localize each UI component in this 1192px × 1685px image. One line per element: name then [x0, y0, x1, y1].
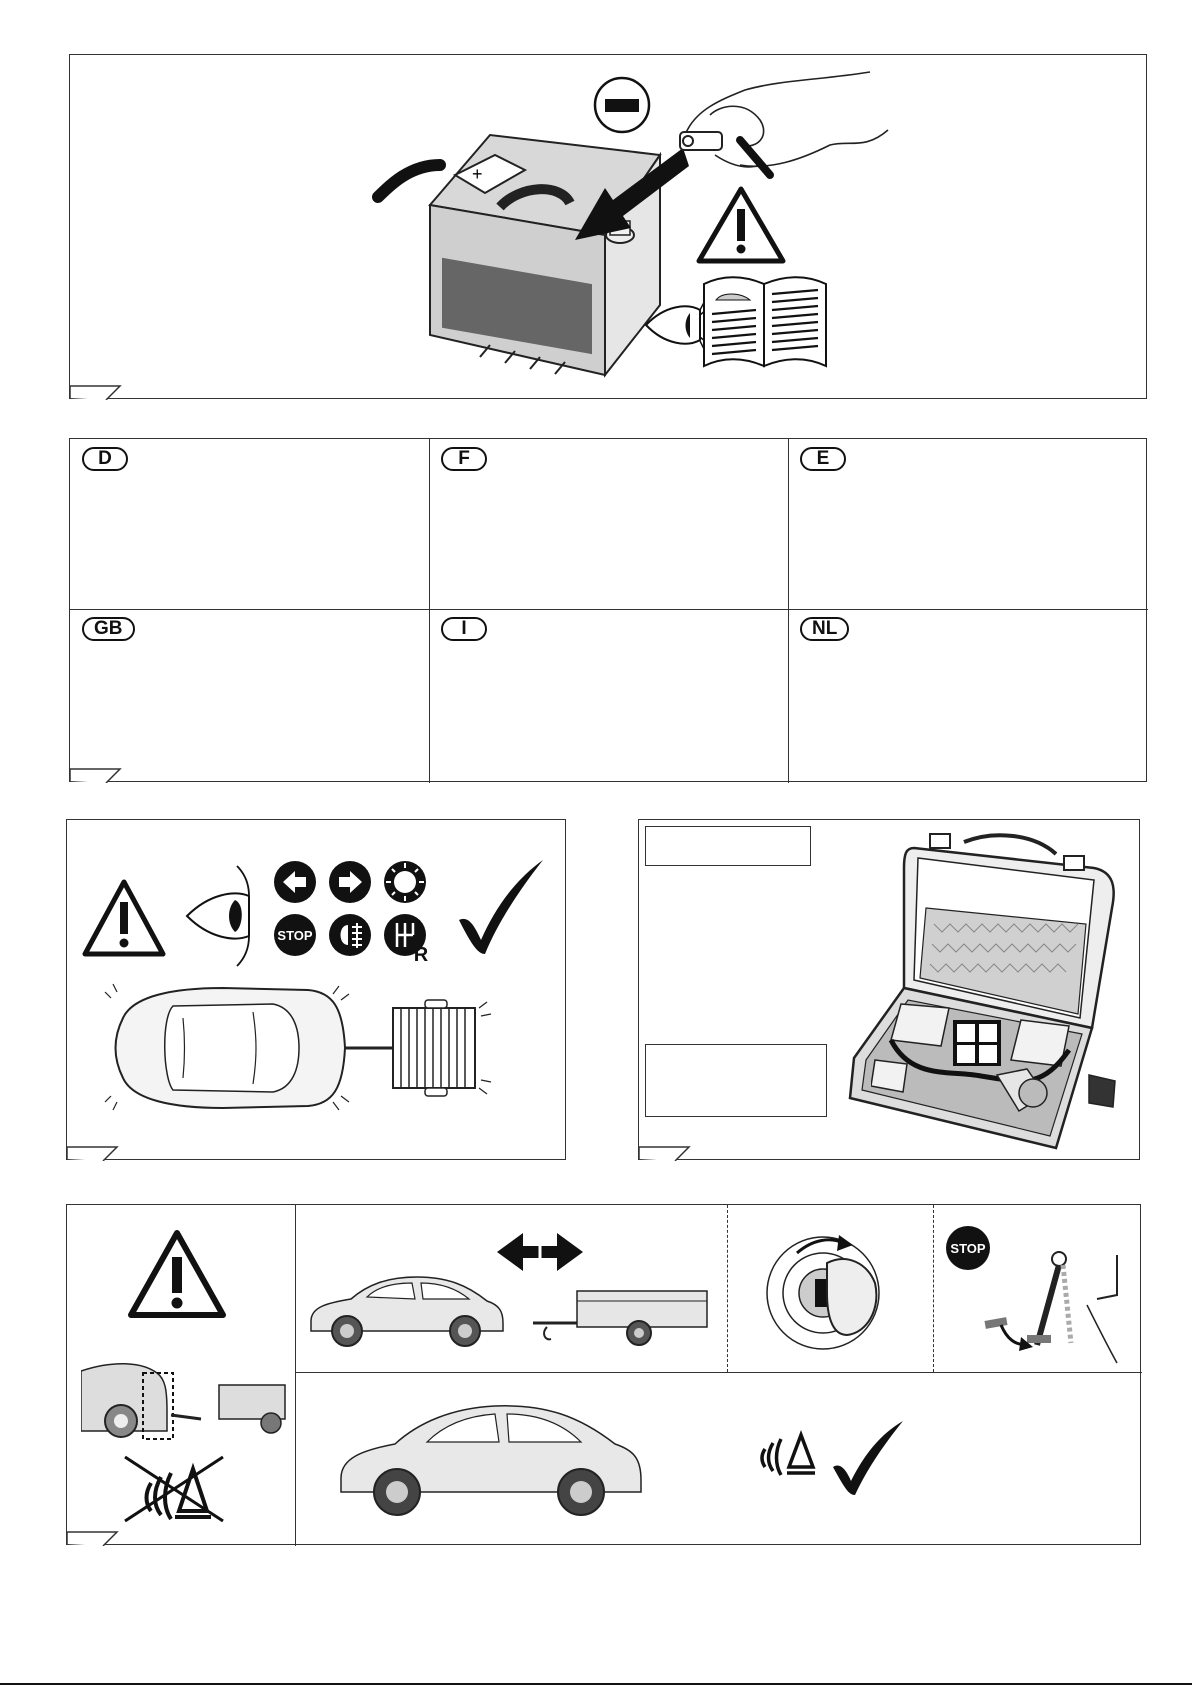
language-cell-f — [429, 439, 788, 609]
ignition-key-icon — [757, 1213, 907, 1363]
turn-left-icon — [273, 860, 317, 904]
negative-terminal-icon — [590, 73, 654, 137]
panel-divider — [295, 1372, 1142, 1373]
panel-corner-marker — [65, 1520, 125, 1546]
turn-right-icon — [328, 860, 372, 904]
language-badge: NL — [800, 617, 849, 641]
language-badge: I — [441, 617, 487, 641]
stop-icon — [273, 913, 317, 957]
language-cell-nl — [788, 609, 1148, 783]
eye-icon — [179, 862, 263, 970]
language-cell-e — [788, 439, 1148, 609]
stop-label: STOP — [950, 1241, 986, 1256]
no-parking-sensor-icon — [121, 1453, 231, 1525]
test-kit-panel — [638, 819, 1140, 1160]
parking-sensor-icon — [757, 1427, 821, 1477]
language-cell-gb — [70, 609, 429, 783]
adapter-plug-icon — [989, 1055, 1129, 1125]
light-icon — [383, 860, 427, 904]
manual-book-icon — [700, 270, 830, 370]
panel-corner-marker — [637, 1135, 697, 1161]
reverse-label: R — [413, 944, 429, 963]
kit-label-box-bottom — [645, 1044, 827, 1117]
language-badge: E — [800, 447, 846, 471]
panel-corner-marker — [65, 1135, 125, 1161]
car-top-view-icon — [103, 978, 513, 1118]
panel-divider-dashed — [727, 1205, 728, 1372]
trailer-icon — [527, 1283, 717, 1349]
double-arrow-icon — [495, 1231, 585, 1273]
fog-light-icon — [328, 913, 372, 957]
warning-triangle-icon — [127, 1229, 227, 1321]
language-badge: GB — [82, 617, 135, 641]
language-badge: D — [82, 447, 128, 471]
kit-label-box-top — [645, 826, 811, 866]
panel-divider-dashed — [933, 1205, 934, 1372]
test-procedure-panel — [66, 1204, 1141, 1545]
battery-disconnect-panel — [69, 54, 1147, 399]
checkmark-icon — [831, 1419, 905, 1497]
car-side-large-icon — [335, 1388, 645, 1518]
brake-pedal-icon — [967, 1235, 1137, 1365]
warning-triangle-icon — [695, 185, 787, 265]
language-cell-i — [429, 609, 788, 783]
language-grid-panel — [69, 438, 1147, 782]
reverse-gear-icon — [383, 913, 431, 963]
warning-triangle-icon — [81, 878, 167, 958]
car-side-icon — [307, 1267, 507, 1349]
language-cell-d — [70, 439, 429, 609]
language-badge: F — [441, 447, 487, 471]
light-check-panel — [66, 819, 566, 1160]
plus-symbol: + — [472, 164, 483, 184]
panel-corner-marker — [68, 374, 128, 400]
checkmark-icon — [455, 858, 545, 958]
panel-divider — [295, 1205, 296, 1546]
stop-label: STOP — [277, 928, 313, 943]
car-rear-with-trailer-icon — [81, 1355, 291, 1445]
